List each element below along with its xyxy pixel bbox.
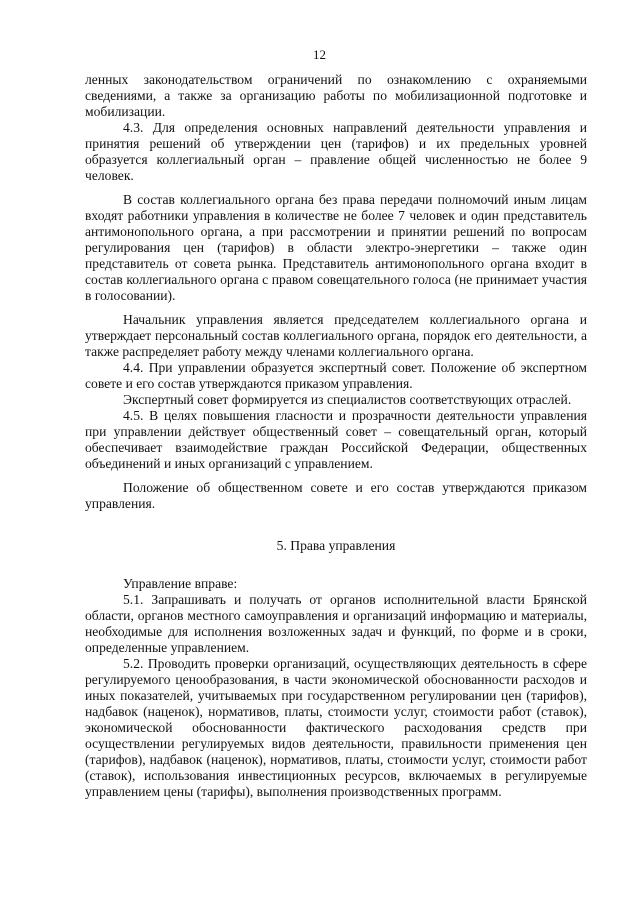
paragraph-chairman: Начальник управления является председателем коллегиального органа и утверждает персональный состав коллегиального органа, порядок его деятельности, а также распределяет работу между членами коллегиального органа.	[85, 312, 587, 359]
paragraph-4-4: 4.4. При управлении образуется экспертный совет. Положение об экспертном совете и его состав утверждаются приказом управления.	[85, 360, 587, 391]
paragraph-expert-council: Экспертный совет формируется из специалистов соответствующих отраслей.	[123, 392, 572, 407]
paragraph-rights-intro: Управление вправе:	[123, 576, 238, 591]
paragraph-4-3: 4.3. Для определения основных направлений деятельности управления и принятия решений об утверждении цен (тарифов) и их предельных уровней образуется коллегиальный орган – правление общей численностью не более 9 человек.	[85, 120, 587, 183]
paragraph-5-1: 5.1. Запрашивать и получать от органов исполнительной власти Брянской области, органов местного самоуправления и организаций информацию и материалы, необходимые для исполнения возложенных задач и функций, по форме и в сроки, определенные управлением.	[85, 592, 587, 655]
page-number: 12	[313, 47, 326, 62]
paragraph-collegial-composition: В состав коллегиального органа без права передачи полномочий иным лицам входят работники управления в количестве не более 7 человек и один представитель антимонопольного органа, а при рассмотрении и принятии решений по вопросам регулирования цен (тарифов) в области электро-энергетики – также один представитель от совета рынка. Представитель антимонопольного органа входит в состав коллегиального органа с правом совещательного голоса (не принимает участия в голосовании).	[85, 192, 587, 303]
document-body	[85, 72, 587, 800]
paragraph-5-2: 5.2. Проводить проверки организаций, осуществляющих деятельность в сфере регулируемого ценообразования, в части экономической обоснованности расходов и иных показателей, учитываемых при государственном регулировании цен (тарифов), надбавок (наценок), нормативов, платы, стоимости услуг, стоимости работ (ставок), экономической обоснованности фактического расходования средств при осуществлении регулируемых видов деятельности, правильности применения цен (тарифов), надбавок (наценок), нормативов, платы, стоимости услуг, стоимости работ (ставок), использования инвестиционных ресурсов, включаемых в регулируемые управлением цены (тарифы), выполнения производственных программ.	[85, 656, 587, 799]
paragraph-public-council: Положение об общественном совете и его состав утверждаются приказом управления.	[85, 480, 587, 511]
section-heading: 5. Права управления	[276, 538, 396, 553]
paragraph-4-5: 4.5. В целях повышения гласности и прозрачности деятельности управления при управлении действует общественный совет – совещательный орган, который обеспечивает взаимодействие граждан Российской Федерации, общественных объединений и иных организаций с управлением.	[85, 408, 587, 471]
paragraph-continuation: ленных законодательством ограничений по ознакомлению с охраняемыми сведениями, а также за организацию работы по мобилизационной подготовке и мобилизации.	[85, 72, 587, 119]
